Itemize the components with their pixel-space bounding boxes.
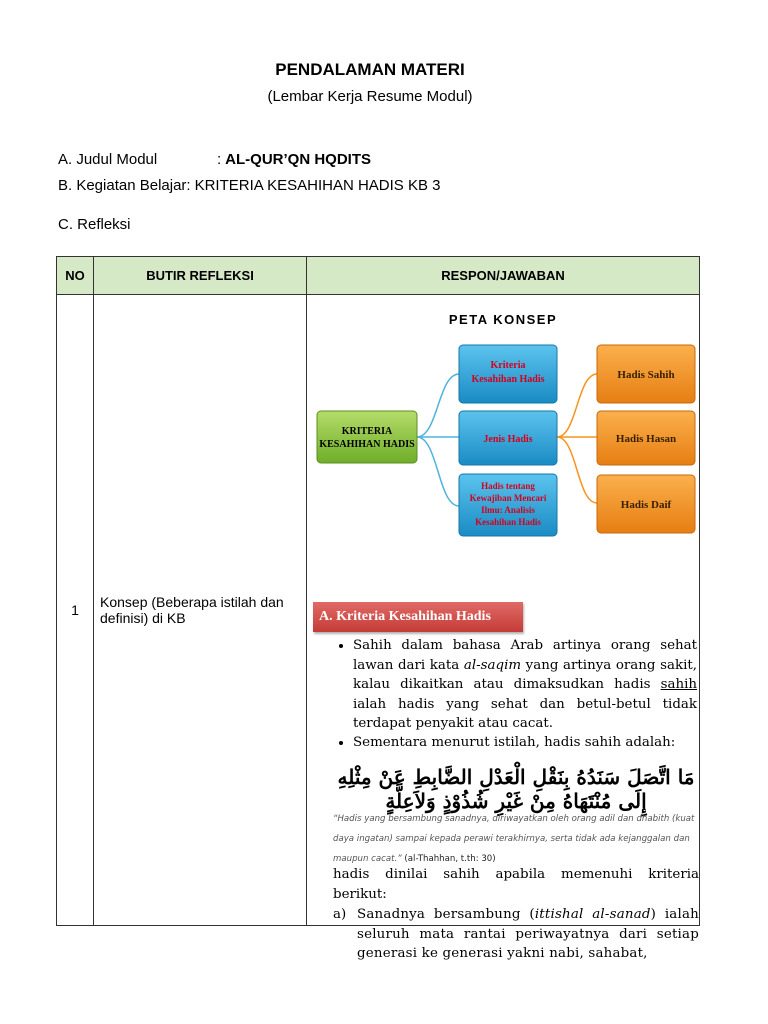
refleksi-table — [56, 256, 700, 961]
quote-text: “Hadis yang bersambung sanadnya, diriwayatkan oleh orang adil dan dhabith (kuat daya ingatan) sampai kepada perawi terakhirnya, serta tidak ada kejanggalan dan maupun cacat.” — [333, 814, 695, 864]
quote-source: (al-Thahhan, t.th: 30) — [401, 854, 496, 864]
bullet-sahih-definition — [353, 636, 697, 734]
mid-node-hadis-ilmu — [459, 474, 557, 536]
term-sahih: sahih — [660, 677, 697, 692]
bullet-list — [335, 636, 697, 734]
table-row — [57, 295, 700, 926]
leaf-3-label: Hadis Daif — [620, 499, 672, 511]
item-a-text — [357, 905, 699, 964]
page-title: PENDALAMAN MATERI — [275, 60, 465, 79]
leaf-1-label: Hadis Sahih — [617, 369, 675, 381]
bullet-1-text-a: Sahih dalam bahasa Arab artinya orang sehat lawan dari kata — [353, 638, 697, 673]
row-number: 1 — [57, 295, 94, 926]
root-line-1: KRITERIA — [341, 426, 393, 437]
peta-konsep-title: PETA KONSEP — [448, 312, 558, 327]
item-a-marker: a) — [333, 907, 347, 922]
term-ittishal: ittishal al-sanad — [534, 907, 651, 922]
header-no: NO — [57, 257, 94, 295]
mid-3-line-4: Kesahihan Hadis — [475, 517, 541, 527]
leaf-node-hasan — [597, 411, 695, 465]
bullet-1-text-c: ialah hadis yang sehat dan betul-betul tidak terdapat penyakit atau cacat. — [353, 696, 697, 731]
leaf-node-daif — [597, 475, 695, 533]
root-node — [317, 411, 417, 463]
mid-3-line-1: Hadis tentang — [481, 481, 535, 491]
definition-quote — [333, 809, 695, 869]
butir-refleksi-cell: Konsep (Beberapa istilah dan definisi) di KB — [94, 295, 307, 926]
mid-node-jenis — [459, 411, 557, 465]
arabic-definition: مَا اتَّصَلَ سَنَدُهُ بِنَقْلِ الْعَدْلِ الضَّابِطِ عَنْ مِثْلِهِ إِلَى مُنْتَهَاهُ مِنْ غَيْرِ شُذُوْذٍ وَلاَعِلَّةٍ — [337, 765, 695, 813]
mid-3-line-3: Ilmu: Analisis — [481, 505, 535, 515]
term-al-saqim: al-saqim — [463, 657, 522, 673]
judul-modul-row — [58, 151, 371, 168]
bullet-list-2 — [335, 733, 697, 753]
leaf-2-label: Hadis Hasan — [615, 433, 677, 445]
judul-modul-label: A. Judul Modul — [58, 151, 158, 168]
refleksi-label: C. Refleksi — [58, 216, 131, 233]
concept-map — [313, 341, 703, 581]
bullet-1-text-b: yang artinya orang sakit, kalau dikaitkan atau dimaksudkan hadis — [353, 657, 697, 692]
connectors-root — [417, 374, 459, 506]
item-a-text-2: ) ialah seluruh mata rantai periwayatnya dari setiap generasi ke generasi yakni nabi, sahabat, — [357, 907, 699, 961]
mid-1-line-2: Kesahihan Hadis — [471, 374, 545, 385]
mid-node-kriteria — [459, 345, 557, 403]
header-respon-jawaban: RESPON/JAWABAN — [307, 257, 700, 295]
criteria-item-a — [333, 905, 699, 964]
respon-cell — [307, 295, 700, 961]
root-line-2: KESAHIHAN HADIS — [319, 439, 415, 450]
leaf-node-sahih — [597, 345, 695, 403]
kegiatan-belajar-value: KRITERIA KESAHIHAN HADIS KB 3 — [194, 177, 441, 194]
colon: : — [186, 177, 191, 194]
colon: : — [217, 151, 222, 168]
item-a-text-1: Sanadnya bersambung ( — [357, 907, 535, 922]
page-subtitle: (Lembar Kerja Resume Modul) — [267, 88, 473, 105]
mid-2-line-1: Jenis Hadis — [483, 434, 533, 445]
mid-3-line-2: Kewajiban Mencari — [469, 493, 547, 503]
bullet-istilah: • Sementara menurut istilah, hadis sahih adalah: — [353, 733, 697, 753]
section-heading: A. Kriteria Kesahihan Hadis — [313, 602, 523, 632]
kegiatan-belajar-label: B. Kegiatan Belajar — [58, 177, 187, 194]
criteria-intro: hadis dinilai sahih apabila memenuhi kriteria berikut: — [333, 867, 699, 902]
connectors-leaves — [557, 374, 597, 503]
header-butir-refleksi: BUTIR REFLEKSI — [94, 257, 307, 295]
table-header-row — [57, 257, 700, 295]
judul-modul-value: AL-QUR’QN HQDITS — [225, 151, 371, 168]
kegiatan-belajar-row — [58, 177, 441, 194]
mid-1-line-1: Kriteria — [490, 360, 526, 371]
